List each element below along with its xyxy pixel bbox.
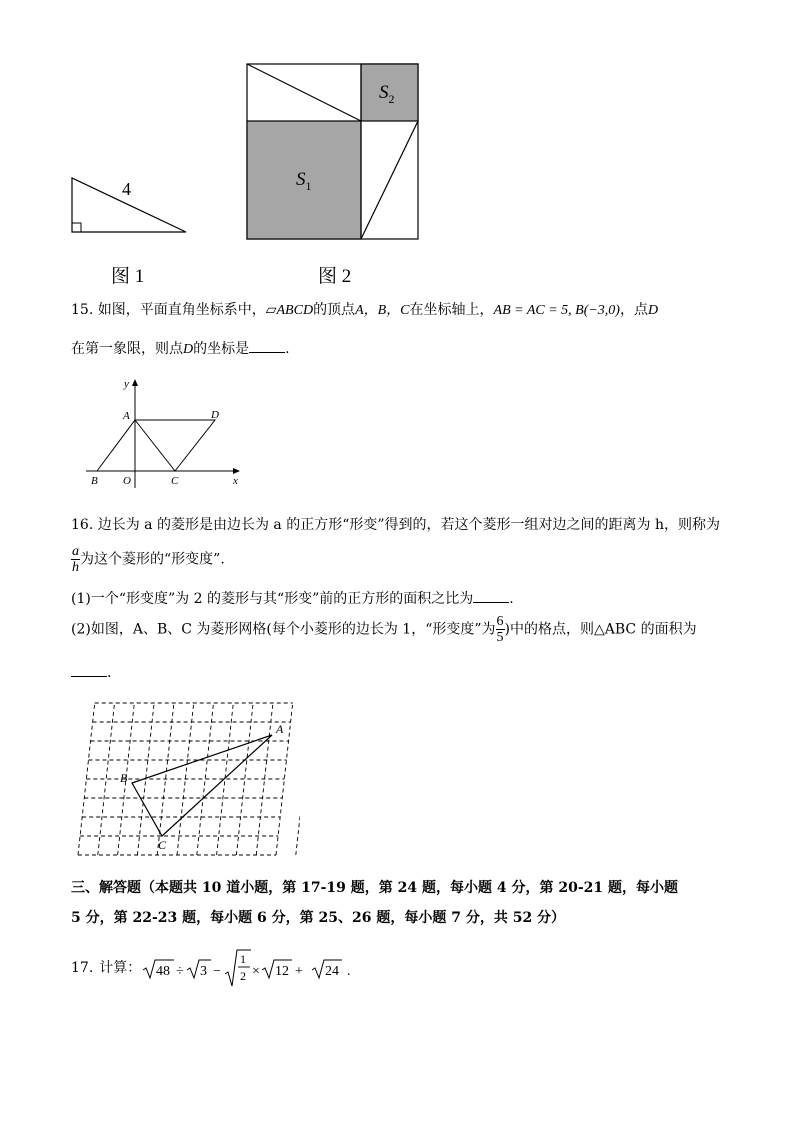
- figure-1-caption: 图 1: [111, 266, 145, 287]
- right-angle-mark: [72, 223, 81, 232]
- q17-line: [71, 948, 356, 988]
- label-a: A: [276, 722, 284, 736]
- q15-number: 15.: [71, 302, 94, 318]
- q16-fraction-a-over-h: $\frac{a}{h}$: [72, 544, 79, 575]
- x-axis-arrow: [233, 468, 240, 474]
- y-axis-arrow: [132, 379, 138, 386]
- q15-line2-pt: D: [183, 342, 194, 357]
- figure-2-caption: 图 2: [318, 266, 352, 287]
- q17-frac-den: 2: [240, 969, 247, 983]
- label-o: O: [123, 475, 131, 487]
- label-s2: $S_2$: [379, 82, 395, 106]
- label-x: x: [233, 475, 238, 487]
- label-c: C: [171, 475, 179, 487]
- q15-text-a: 如图，平面直角坐标系中，: [97, 302, 266, 318]
- q16-part1: [71, 588, 514, 609]
- label-y: y: [124, 378, 129, 390]
- q16-fraction-6-5: $\frac{6}{5}$: [496, 614, 504, 645]
- q15-line2: [71, 338, 290, 360]
- rhombus-grid: [78, 703, 300, 855]
- label-s1: $S_1$: [296, 169, 312, 193]
- q16-part1-blank[interactable]: [473, 588, 509, 603]
- q17-frac-num: 1: [240, 952, 247, 966]
- q15-text-d: ，点: [619, 302, 648, 318]
- q16-line1-text: 边长为 a 的菱形是由边长为 a 的正方形“形变”得到的，若这个菱形一组对边之间的距离为 h，则称为: [97, 517, 720, 533]
- label-b: B: [91, 475, 98, 487]
- grid-line-slanted: [98, 703, 115, 855]
- q17-label: 计算：: [99, 960, 142, 976]
- triangle-abc: [132, 735, 272, 836]
- figure-1-triangle: [60, 170, 200, 245]
- parallelogram-symbol: ▱: [265, 302, 277, 318]
- q16-line2: [71, 544, 225, 580]
- q17-root-12: 12: [275, 964, 290, 979]
- q15-para-name: ABCD: [276, 303, 314, 318]
- q15-answer-blank[interactable]: [249, 338, 285, 353]
- q15-text-c: 在坐标轴上，: [409, 302, 494, 318]
- q15-points: A，B，C: [355, 303, 410, 318]
- label-a: A: [123, 410, 130, 422]
- q17-op-divide: ÷: [176, 964, 184, 979]
- q15-condition: AB = AC = 5, B(−3,0): [493, 303, 620, 318]
- q17-op-plus: +: [295, 964, 304, 979]
- q16-line2-text: 为这个菱形的“形变度”.: [80, 551, 225, 568]
- section3-heading-line2: 5 分，第 22-23 题，每小题 6 分，第 25、26 题，每小题 7 分，共 52 分）: [71, 910, 566, 926]
- label-b: B: [120, 771, 128, 785]
- q17-expression: [141, 948, 311, 988]
- grid-line-slanted: [296, 703, 300, 855]
- q16-part2-text-a: (2)如图，A、B、C 为菱形网格(每个小菱形的边长为 1，“形变度”为: [71, 621, 496, 638]
- q17-end: .: [347, 964, 351, 979]
- q16-part1-text: (1)一个“形变度”为 2 的菱形与其“形变”前的正方形的面积之比为: [71, 591, 474, 607]
- q17-op-minus: −: [213, 964, 222, 979]
- label-d: D: [211, 409, 219, 421]
- q17-root-3: 3: [200, 964, 208, 979]
- q15-line2-a: 在第一象限，则点: [71, 341, 183, 357]
- q16-part1-end: .: [509, 591, 514, 607]
- q17-expression-tail: [311, 948, 356, 988]
- q17-number: 17.: [71, 960, 94, 976]
- hypotenuse-label: 4: [122, 179, 131, 199]
- parallelogram-abcd: [97, 420, 215, 471]
- q17-op-times: ×: [252, 964, 261, 979]
- q15-line1: [71, 300, 658, 321]
- section3-heading-line1: 三、解答题（本题共 10 道小题，第 17-19 题，第 24 题，每小题 4 分，第 20-21 题，每小题: [71, 880, 678, 896]
- q15-coordinate-figure: [82, 372, 250, 490]
- q16-rhombus-grid-figure: [70, 695, 300, 863]
- q17-root-24: 24: [325, 964, 340, 979]
- label-c: C: [158, 838, 167, 852]
- q15-text-b: 的顶点: [313, 302, 356, 318]
- q16-part2-end: .: [107, 665, 112, 681]
- q16-part2-text-b: )中的格点，则△ABC 的面积为: [504, 621, 697, 638]
- q15-point-d: D: [647, 303, 659, 318]
- q17-root-48: 48: [156, 964, 171, 979]
- figure-2-squares: [245, 62, 421, 242]
- q16-part2-line2: [71, 662, 111, 683]
- q16-line1: [71, 515, 720, 535]
- q16-part2: [71, 614, 697, 650]
- q16-part2-blank[interactable]: [71, 662, 107, 677]
- q15-line2-end: .: [285, 341, 290, 357]
- q16-number: 16.: [71, 517, 94, 533]
- q15-line2-b: 的坐标是: [193, 341, 250, 357]
